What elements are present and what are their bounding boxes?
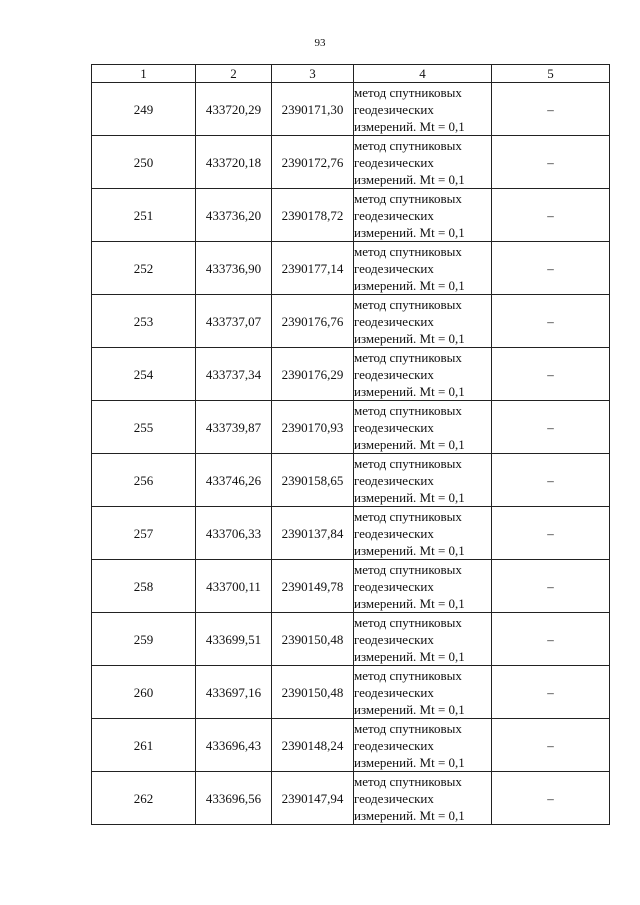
x-coordinate-cell: 433720,29 — [196, 83, 272, 136]
point-number-cell: 254 — [92, 348, 196, 401]
table-row — [92, 189, 610, 242]
table-row — [92, 719, 610, 772]
table-row — [92, 454, 610, 507]
method-cell: метод спутниковых геодезических измерений. Mt = 0,1 — [354, 401, 492, 454]
y-coordinate-cell: 2390147,94 — [272, 772, 354, 825]
method-cell: метод спутниковых геодезических измерений. Mt = 0,1 — [354, 772, 492, 825]
table-row — [92, 401, 610, 454]
header-col-4: 4 — [354, 65, 492, 83]
header-col-2: 2 — [196, 65, 272, 83]
column-5-cell: – — [492, 83, 610, 136]
method-cell: метод спутниковых геодезических измерений. Mt = 0,1 — [354, 560, 492, 613]
method-cell: метод спутниковых геодезических измерений. Mt = 0,1 — [354, 83, 492, 136]
point-number-cell: 257 — [92, 507, 196, 560]
table-row — [92, 507, 610, 560]
x-coordinate-cell: 433696,56 — [196, 772, 272, 825]
point-number-cell: 252 — [92, 242, 196, 295]
method-cell: метод спутниковых геодезических измерений. Mt = 0,1 — [354, 719, 492, 772]
column-5-cell: – — [492, 613, 610, 666]
method-cell: метод спутниковых геодезических измерений. Mt = 0,1 — [354, 242, 492, 295]
point-number-cell: 251 — [92, 189, 196, 242]
point-number-cell: 261 — [92, 719, 196, 772]
method-cell: метод спутниковых геодезических измерений. Mt = 0,1 — [354, 613, 492, 666]
y-coordinate-cell: 2390171,30 — [272, 83, 354, 136]
y-coordinate-cell: 2390170,93 — [272, 401, 354, 454]
point-number-cell: 259 — [92, 613, 196, 666]
column-5-cell: – — [492, 242, 610, 295]
column-5-cell: – — [492, 348, 610, 401]
x-coordinate-cell: 433700,11 — [196, 560, 272, 613]
page-number: 93 — [314, 37, 326, 49]
header-col-3: 3 — [272, 65, 354, 83]
y-coordinate-cell: 2390150,48 — [272, 666, 354, 719]
y-coordinate-cell: 2390176,76 — [272, 295, 354, 348]
column-5-cell: – — [492, 401, 610, 454]
x-coordinate-cell: 433736,90 — [196, 242, 272, 295]
table-row — [92, 560, 610, 613]
y-coordinate-cell: 2390150,48 — [272, 613, 354, 666]
x-coordinate-cell: 433699,51 — [196, 613, 272, 666]
table-row — [92, 83, 610, 136]
y-coordinate-cell: 2390148,24 — [272, 719, 354, 772]
column-5-cell: – — [492, 719, 610, 772]
header-col-1: 1 — [92, 65, 196, 83]
x-coordinate-cell: 433737,07 — [196, 295, 272, 348]
table-row — [92, 295, 610, 348]
x-coordinate-cell: 433697,16 — [196, 666, 272, 719]
method-cell: метод спутниковых геодезических измерений. Mt = 0,1 — [354, 507, 492, 560]
x-coordinate-cell: 433696,43 — [196, 719, 272, 772]
point-number-cell: 250 — [92, 136, 196, 189]
y-coordinate-cell: 2390149,78 — [272, 560, 354, 613]
column-5-cell: – — [492, 454, 610, 507]
column-5-cell: – — [492, 772, 610, 825]
x-coordinate-cell: 433706,33 — [196, 507, 272, 560]
x-coordinate-cell: 433736,20 — [196, 189, 272, 242]
table-row — [92, 242, 610, 295]
header-col-5: 5 — [492, 65, 610, 83]
point-number-cell: 255 — [92, 401, 196, 454]
coordinates-table — [91, 64, 610, 825]
x-coordinate-cell: 433720,18 — [196, 136, 272, 189]
y-coordinate-cell: 2390172,76 — [272, 136, 354, 189]
point-number-cell: 258 — [92, 560, 196, 613]
method-cell: метод спутниковых геодезических измерений. Mt = 0,1 — [354, 348, 492, 401]
table-header-row — [92, 65, 610, 83]
column-5-cell: – — [492, 666, 610, 719]
method-cell: метод спутниковых геодезических измерений. Mt = 0,1 — [354, 136, 492, 189]
table-row — [92, 136, 610, 189]
point-number-cell: 249 — [92, 83, 196, 136]
x-coordinate-cell: 433746,26 — [196, 454, 272, 507]
table-row — [92, 613, 610, 666]
column-5-cell: – — [492, 507, 610, 560]
column-5-cell: – — [492, 560, 610, 613]
y-coordinate-cell: 2390176,29 — [272, 348, 354, 401]
column-5-cell: – — [492, 295, 610, 348]
column-5-cell: – — [492, 189, 610, 242]
table-row — [92, 772, 610, 825]
method-cell: метод спутниковых геодезических измерений. Mt = 0,1 — [354, 295, 492, 348]
point-number-cell: 262 — [92, 772, 196, 825]
method-cell: метод спутниковых геодезических измерений. Mt = 0,1 — [354, 454, 492, 507]
method-cell: метод спутниковых геодезических измерений. Mt = 0,1 — [354, 666, 492, 719]
y-coordinate-cell: 2390158,65 — [272, 454, 354, 507]
table-row — [92, 666, 610, 719]
y-coordinate-cell: 2390137,84 — [272, 507, 354, 560]
x-coordinate-cell: 433737,34 — [196, 348, 272, 401]
method-cell: метод спутниковых геодезических измерений. Mt = 0,1 — [354, 189, 492, 242]
y-coordinate-cell: 2390177,14 — [272, 242, 354, 295]
point-number-cell: 260 — [92, 666, 196, 719]
x-coordinate-cell: 433739,87 — [196, 401, 272, 454]
y-coordinate-cell: 2390178,72 — [272, 189, 354, 242]
table-row — [92, 348, 610, 401]
column-5-cell: – — [492, 136, 610, 189]
point-number-cell: 256 — [92, 454, 196, 507]
point-number-cell: 253 — [92, 295, 196, 348]
